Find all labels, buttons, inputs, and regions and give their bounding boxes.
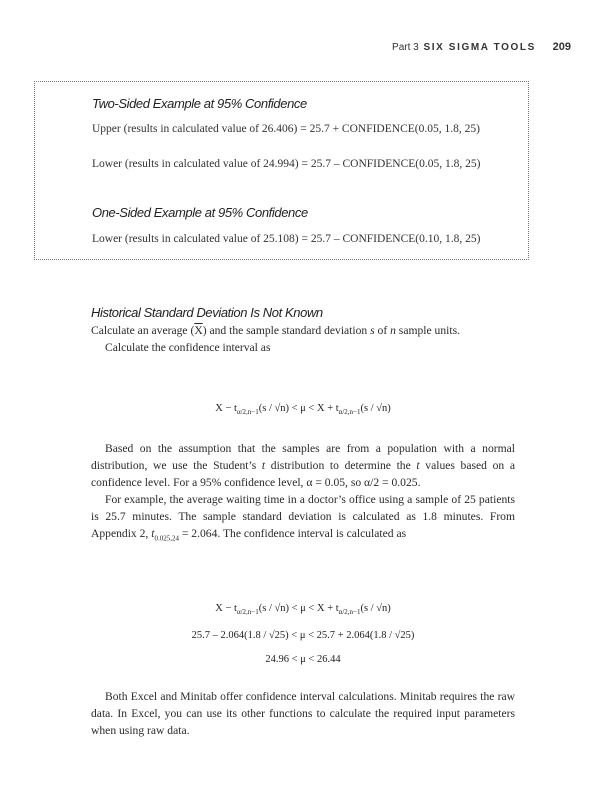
section-title: Historical Standard Deviation Is Not Known — [91, 305, 323, 320]
one-sided-title: One-Sided Example at 95% Confidence — [92, 205, 308, 220]
equation-1: $X - t_{\alpha/2,n-1}(s / √n) < \mu < X + t_{\alpha/2,n-1}(s / √n)$ — [215, 403, 391, 417]
two-sided-lower: Lower (results in calculated value of 24.994) = 25.7 – CONFIDENCE(0.05, 1.8, 25) — [92, 158, 481, 170]
paragraph-4: For example, the average waiting time in a doctor’s office using a sample of 25 patients is 25.7 minutes. The sample standard deviation is calculated as 1.8 minutes. From Appendix 2, $t_{0.025,24} = 2.064$. The confidence interval is calculated as — [91, 493, 515, 543]
two-sided-upper: Upper (results in calculated value of 26.406) = 25.7 + CONFIDENCE(0.05, 1.8, 25) — [92, 123, 480, 135]
equation-2-line-2: 25.7 – 2.064(1.8 / √25) < μ < 25.7 + 2.064(1.8 / √25) — [191, 630, 415, 641]
page-number: 209 — [552, 41, 571, 53]
paragraph-2: Calculate the confidence interval as — [105, 341, 271, 354]
paragraph-5: Both Excel and Minitab offer confidence interval calculations. Minitab requires the raw data. In Excel, you can use its other functions to calculate the required input parameters when using raw data. — [91, 690, 515, 737]
equation-2-line-3: 24.96 < μ < 26.44 — [265, 654, 341, 665]
header-section: SIX SIGMA TOOLS — [423, 42, 536, 53]
paragraph-1: Calculate an average $(\overline{X})$ and the sample standard deviation s of n sample units. Calculate the confidence interval as — [91, 322, 515, 356]
paragraph-3: Based on the assumption that the samples are from a population with a normal distribution, we use the Student’s t distribution to determine the t values based on a confidence level. For a 95% confidence level, α = 0.05, so α/2 = 0.025. For example, the average waiting time in a doctor’s office using a sample of 25 patients is 25.7 minutes. The sample standard deviation is calculated as 1.8 minutes. From Appendix 2, $t_{0.025,24} = 2.064$. The confidence interval is calculated as — [91, 440, 515, 547]
one-sided-lower: Lower (results in calculated value of 25.108) = 25.7 – CONFIDENCE(0.10, 1.8, 25) — [92, 233, 481, 245]
two-sided-title: Two-Sided Example at 95% Confidence — [92, 96, 307, 111]
running-header — [392, 41, 571, 53]
header-part: Part 3 — [392, 42, 419, 53]
equation-2-line-1: $X - t_{\alpha/2,n-1}(s / √n) < \mu < X + t_{\alpha/2,n-1}(s / √n)$ — [215, 603, 391, 617]
